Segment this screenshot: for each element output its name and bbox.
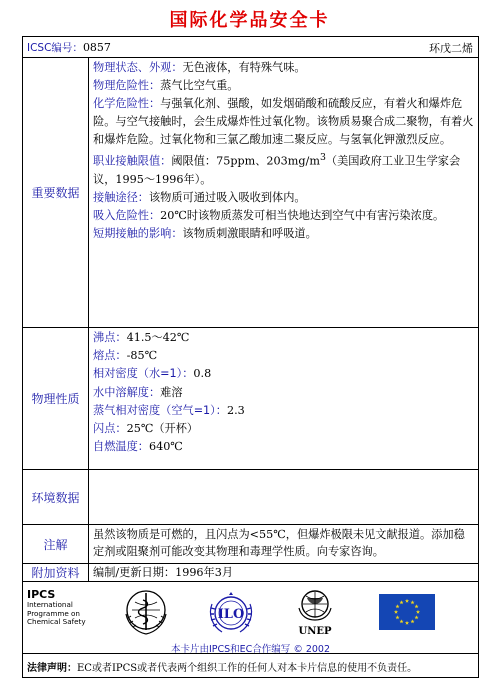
short-term-effects-item: 短期接触的影响：该物质刺激眼睛和呼吸道。 — [93, 226, 317, 240]
ilo-emblem-icon — [203, 588, 259, 642]
notes-label: 注解 — [23, 525, 89, 563]
physical-state-item: 物理状态、外观：无色液体，有特殊气味。 — [93, 61, 306, 74]
physical-properties-row — [23, 328, 478, 470]
melting-point-item: 熔点：-85℃ — [93, 349, 158, 363]
legal-label: 法律声明： — [27, 663, 77, 674]
inhalation-risk-item: 吸入危险性：20℃时该物质蒸发可相当快地达到空气中有害污染浓度。 — [93, 208, 445, 222]
unep-emblem-icon — [295, 588, 335, 622]
exposure-route-item: 接触途径：该物质可通过吸入吸收到体内。 — [93, 190, 306, 204]
physical-properties-label: 物理性质 — [23, 328, 89, 469]
water-solubility-item: 水中溶解度：难溶 — [93, 385, 183, 399]
svg-text:ILO: ILO — [217, 607, 245, 622]
icsc-value: 0857 — [82, 41, 111, 54]
logo-row — [23, 582, 478, 654]
icsc-number — [27, 40, 111, 55]
unep-logo: UNEP — [291, 588, 339, 637]
physical-properties-content — [90, 328, 478, 469]
extra-info-label: 附加资料 — [23, 564, 89, 581]
exposure-limit-item: 职业接触限值：阈限值：75ppm、$203mg/m^3$（美国政府工业卫生学家会议，1995～1996年）。 — [93, 152, 461, 186]
chemical-hazard-item: 化学危险性：与强氧化剂、强酸，如发烟硝酸和硫酸反应，有着火和爆炸危险。与空气接触时，会生成爆炸性过氧化物。该物质易聚合成二聚物，有着火和爆炸危险。过氧化物和三氯乙酸加速二聚反应。与氢氧化钾激烈反应。 — [93, 97, 474, 146]
environment-content — [90, 470, 478, 524]
cooperation-note: 本卡片由IPCS和EC合作编写 © 2002 — [170, 644, 331, 655]
important-data-content — [90, 58, 478, 327]
logos — [23, 582, 478, 654]
environment-label: 环境数据 — [23, 470, 89, 524]
eu-flag-icon — [379, 594, 435, 630]
autoignition-item: 自燃温度：640℃ — [93, 440, 183, 454]
icsc-label: ICSC编号： — [27, 42, 83, 54]
who-emblem-icon — [121, 588, 171, 638]
chemical-name: 环戊二烯 — [429, 42, 473, 55]
card-title: 国际化学品安全卡 — [169, 10, 330, 31]
legal-text: EC或者IPCS或者代表两个组织工作的任何人对本卡片信息的使用不负责任。 — [77, 663, 418, 674]
boiling-point-item: 沸点：41.5～42℃ — [93, 331, 190, 344]
important-data-row — [23, 58, 478, 328]
physical-hazard-item: 物理危险性：蒸气比空气重。 — [93, 79, 239, 92]
flash-point-item: 闪点：25℃（开杯） — [93, 422, 199, 436]
notes-row — [23, 525, 478, 564]
environment-row — [23, 470, 478, 525]
ipcs-logo: IPCS International Programme on Chemical Safety — [27, 588, 86, 626]
legal-statement — [27, 659, 417, 674]
extra-info-content: 编制/更新日期：1996年3月 — [93, 566, 234, 579]
safety-card — [22, 36, 479, 678]
vapour-density-item: 蒸气相对密度（空气=1）：2.3 — [93, 403, 245, 417]
header-row — [23, 37, 478, 58]
important-data-label: 重要数据 — [23, 58, 89, 327]
relative-density-item: 相对密度（水=1）：0.8 — [93, 367, 212, 381]
legal-row — [23, 654, 478, 677]
extra-info-row — [23, 564, 478, 582]
notes-content: 虽然该物质是可燃的，且闪点为<55℃，但爆炸极限未见文献报道。添加稳定剂或阻聚剂可能改变其物理和毒理学性质。向专家咨询。 — [93, 528, 465, 558]
